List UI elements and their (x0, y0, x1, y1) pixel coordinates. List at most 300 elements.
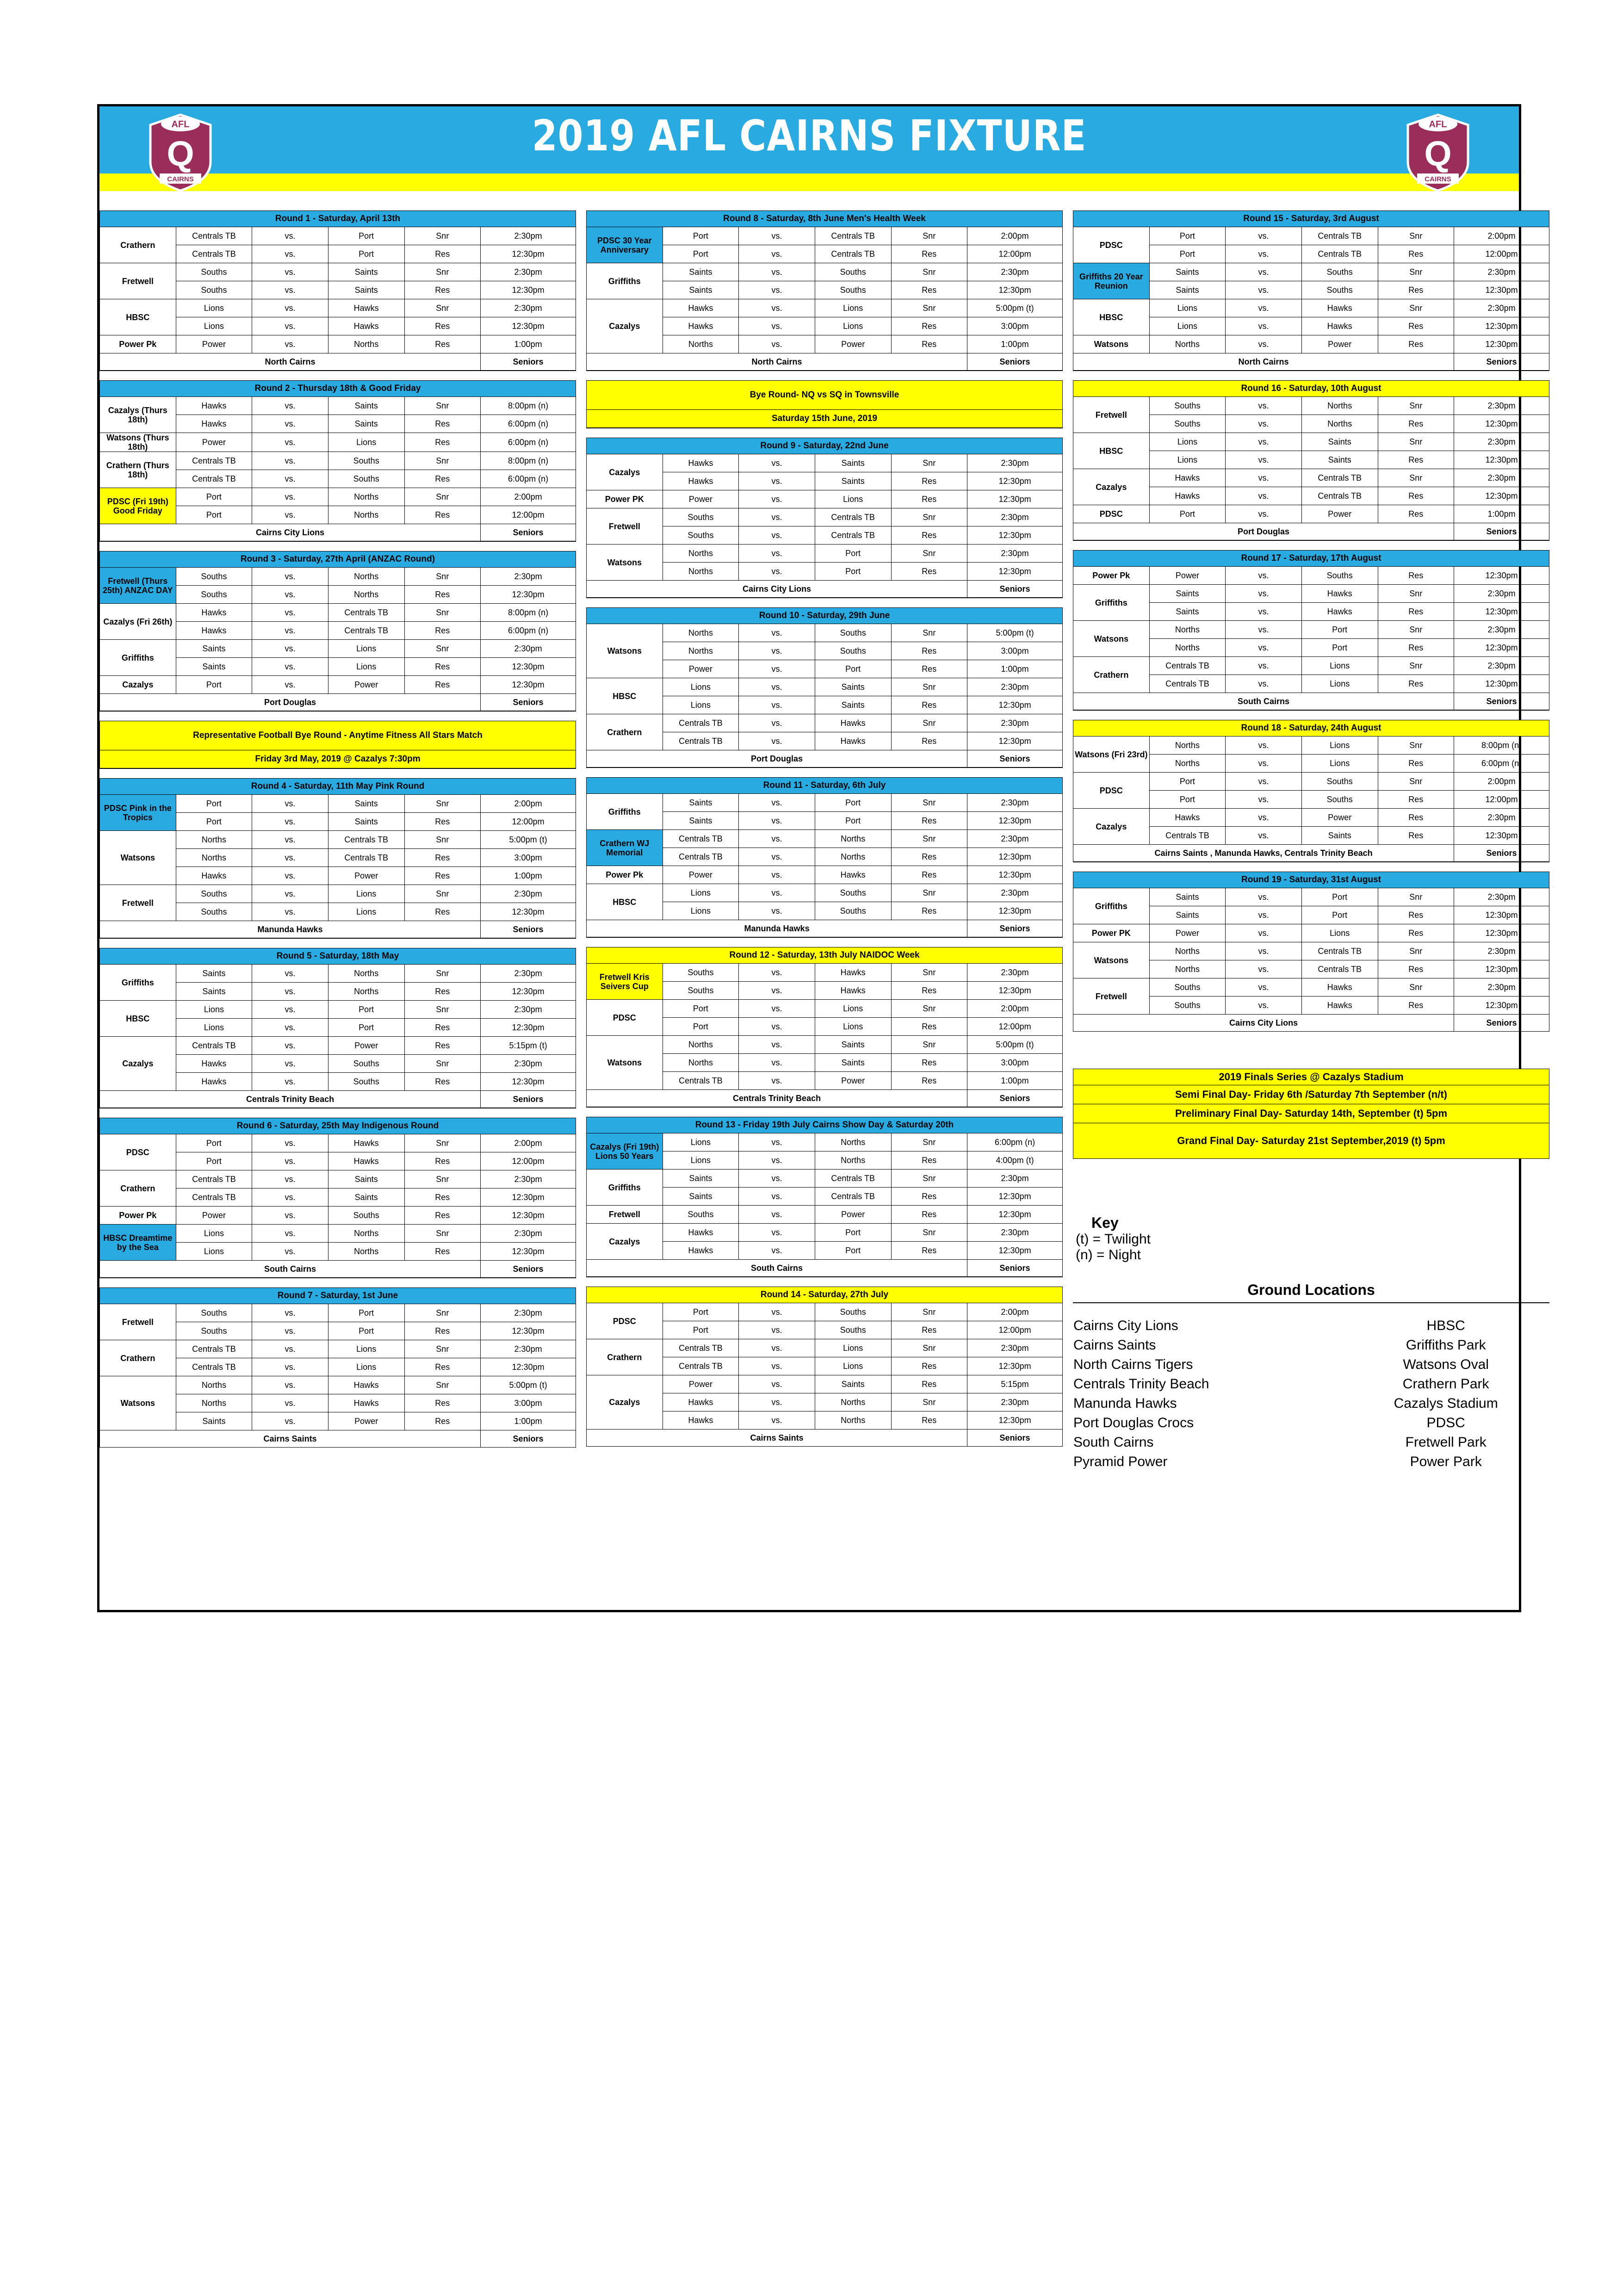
home-team-cell: Port (176, 795, 252, 813)
away-team-cell: Port (328, 245, 404, 263)
bye-club: North Cairns (587, 353, 967, 371)
fixture-row (1073, 736, 1549, 755)
round-footer-row (1073, 353, 1549, 371)
grade-cell: Snr (404, 831, 481, 849)
round-header-row (1073, 211, 1549, 227)
round-footer-row (100, 353, 576, 371)
fixture-row (100, 1376, 576, 1394)
round-spacer (99, 938, 576, 948)
grade-cell: Snr (404, 1134, 481, 1152)
bye-grade: Seniors (481, 524, 576, 541)
home-team-cell: Souths (663, 508, 739, 526)
time-cell: 2:30pm (1454, 299, 1549, 317)
round-header-row (587, 211, 1063, 227)
away-team-cell: Hawks (328, 1394, 404, 1412)
away-team-cell: Norths (328, 983, 404, 1001)
home-team-cell: Saints (663, 812, 739, 830)
round-header-row (100, 1118, 576, 1134)
grade-cell: Snr (1378, 978, 1454, 996)
venue-cell: Griffiths (587, 1170, 663, 1206)
time-cell: 2:00pm (1454, 773, 1549, 791)
home-team-cell: Souths (176, 281, 252, 299)
fixture-row (587, 1303, 1063, 1321)
round-table (1073, 550, 1549, 710)
logo-cairns-text: CAIRNS (167, 175, 194, 183)
home-team-cell: Lions (663, 696, 739, 714)
time-cell: 2:30pm (967, 830, 1063, 848)
venue-cell: Power Pk (1073, 567, 1150, 585)
home-team-cell: Centrals TB (1149, 827, 1226, 845)
round-footer-row (100, 1261, 576, 1278)
round-header-row (1073, 720, 1549, 736)
away-team-cell: Lions (328, 640, 404, 658)
round-spacer (586, 428, 1063, 438)
grade-cell: Res (404, 813, 481, 831)
versus-cell: vs. (739, 794, 815, 812)
home-team-cell: Souths (176, 1304, 252, 1322)
home-team-cell: Power (176, 433, 252, 452)
grade-cell: Res (404, 1188, 481, 1207)
away-team-cell: Saints (815, 454, 891, 472)
round-header: Round 10 - Saturday, 29th June (587, 608, 1063, 624)
versus-cell: vs. (739, 624, 815, 642)
away-team-cell: Power (815, 335, 891, 353)
away-team-cell: Lions (328, 1340, 404, 1358)
finals-preliminary: Preliminary Final Day- Saturday 14th, September (t) 5pm (1073, 1104, 1549, 1123)
away-team-cell: Port (328, 227, 404, 245)
time-cell: 1:00pm (481, 867, 576, 885)
venue-cell: Watsons (100, 1376, 176, 1430)
round-table (99, 210, 576, 371)
grade-cell: Snr (891, 1224, 967, 1242)
home-team-cell: Hawks (1149, 809, 1226, 827)
venue-cell: Watsons (587, 1036, 663, 1090)
finals-series (1073, 1069, 1549, 1159)
round-table (1073, 210, 1549, 371)
round-table (586, 607, 1063, 767)
versus-cell: vs. (1226, 335, 1302, 353)
home-team-cell: Souths (176, 885, 252, 903)
ground-row (1073, 1452, 1549, 1472)
versus-cell: vs. (739, 732, 815, 750)
venue-cell: Cazalys (587, 299, 663, 353)
finals-semi: Semi Final Day- Friday 6th /Saturday 7th September (n/t) (1073, 1085, 1549, 1104)
grade-cell: Res (891, 1411, 967, 1430)
time-cell: 5:00pm (t) (967, 1036, 1063, 1054)
away-team-cell: Norths (328, 965, 404, 983)
versus-cell: vs. (1226, 487, 1302, 505)
grade-cell: Res (404, 470, 481, 488)
bye-grade: Seniors (481, 694, 576, 711)
fixture-row (100, 885, 576, 903)
venue-cell: Crathern (1073, 657, 1150, 693)
fixture-row (1073, 505, 1549, 523)
time-cell: 2:00pm (967, 1000, 1063, 1018)
fixture-row (1073, 335, 1549, 353)
bye-club: North Cairns (100, 353, 481, 371)
home-team-cell: Power (663, 866, 739, 884)
round-spacer (1073, 710, 1549, 720)
home-team-cell: Centrals TB (663, 848, 739, 866)
time-cell: 12:30pm (1454, 281, 1549, 299)
home-team-cell: Souths (176, 1322, 252, 1340)
away-team-cell: Centrals TB (1301, 245, 1378, 263)
ground-name: Power Park (1410, 1454, 1482, 1469)
home-team-cell: Hawks (176, 604, 252, 622)
grade-cell: Snr (1378, 657, 1454, 675)
venue-cell: Power PK (587, 490, 663, 508)
home-team-cell: Hawks (663, 454, 739, 472)
grade-cell: Snr (891, 1000, 967, 1018)
bye-grade: Seniors (1454, 353, 1549, 371)
versus-cell: vs. (252, 831, 328, 849)
key-twilight: (t) = Twilight (1076, 1232, 1151, 1247)
versus-cell: vs. (1226, 621, 1302, 639)
venue-cell: Fretwell (587, 1206, 663, 1224)
venue-cell: Crathern (Thurs 18th) (100, 452, 176, 488)
home-team-cell: Lions (1149, 433, 1226, 451)
versus-cell: vs. (739, 263, 815, 281)
home-team-cell: Hawks (1149, 487, 1226, 505)
fixture-row (100, 1304, 576, 1322)
fixture-row (587, 1206, 1063, 1224)
fixture-row (1073, 433, 1549, 451)
versus-cell: vs. (252, 335, 328, 353)
time-cell: 2:30pm (481, 1055, 576, 1073)
away-team-cell: Lions (328, 658, 404, 676)
versus-cell: vs. (252, 317, 328, 335)
round-spacer (1073, 540, 1549, 550)
grade-cell: Res (891, 472, 967, 490)
grade-cell: Res (1378, 960, 1454, 978)
time-cell: 2:30pm (967, 678, 1063, 696)
away-team-cell: Port (328, 1001, 404, 1019)
home-team-cell: Power (176, 335, 252, 353)
time-cell: 12:30pm (967, 472, 1063, 490)
versus-cell: vs. (739, 490, 815, 508)
time-cell: 2:30pm (1454, 433, 1549, 451)
ground-name: Griffiths Park (1406, 1337, 1486, 1353)
round-header-row (1073, 551, 1549, 567)
away-team-cell: Hawks (1301, 978, 1378, 996)
time-cell: 12:30pm (481, 1322, 576, 1340)
club-name: Port Douglas Crocs (1073, 1415, 1194, 1430)
versus-cell: vs. (252, 281, 328, 299)
time-cell: 5:00pm (t) (967, 624, 1063, 642)
grade-cell: Res (404, 676, 481, 694)
venue-cell: Griffiths 20 Year Reunion (1073, 263, 1150, 299)
time-cell: 2:30pm (481, 1304, 576, 1322)
home-team-cell: Hawks (176, 415, 252, 433)
venue-cell: Watsons (1073, 621, 1150, 657)
bye-club: Cairns City Lions (100, 524, 481, 541)
away-team-cell: Port (328, 1322, 404, 1340)
grade-cell: Snr (404, 1225, 481, 1243)
grade-cell: Res (404, 1394, 481, 1412)
versus-cell: vs. (252, 452, 328, 470)
versus-cell: vs. (252, 1358, 328, 1376)
fixture-row (1073, 657, 1549, 675)
afl-cairns-logo-right (1399, 111, 1477, 194)
grade-cell: Snr (891, 299, 967, 317)
home-team-cell: Saints (176, 965, 252, 983)
grade-cell: Res (404, 1073, 481, 1091)
time-cell: 12:30pm (481, 317, 576, 335)
time-cell: 2:30pm (481, 640, 576, 658)
bye-grade: Seniors (967, 581, 1063, 598)
versus-cell: vs. (252, 676, 328, 694)
grade-cell: Snr (891, 884, 967, 902)
home-team-cell: Centrals TB (176, 1037, 252, 1055)
grade-cell: Res (404, 586, 481, 604)
bye-round-title: Bye Round- NQ vs SQ in Townsville (586, 380, 1063, 410)
fixture-row (587, 678, 1063, 696)
fixture-row (1073, 809, 1549, 827)
fixture-row (100, 452, 576, 470)
grade-cell: Snr (891, 508, 967, 526)
fixture-row (587, 624, 1063, 642)
grade-cell: Snr (891, 714, 967, 732)
time-cell: 2:30pm (967, 714, 1063, 732)
home-team-cell: Port (663, 245, 739, 263)
grade-cell: Snr (404, 1304, 481, 1322)
grade-cell: Res (891, 281, 967, 299)
round-header: Round 18 - Saturday, 24th August (1073, 720, 1549, 736)
home-team-cell: Hawks (176, 1055, 252, 1073)
versus-cell: vs. (739, 1072, 815, 1090)
grade-cell: Snr (1378, 736, 1454, 755)
home-team-cell: Souths (663, 526, 739, 545)
venue-cell: Cazalys (1073, 469, 1150, 505)
fixture-column-1 (99, 210, 576, 1448)
ground-name: Cazalys Stadium (1394, 1396, 1498, 1411)
away-team-cell: Power (328, 1037, 404, 1055)
fixture-row (587, 964, 1063, 982)
venue-cell: Griffiths (100, 640, 176, 676)
round-spacer (586, 937, 1063, 947)
away-team-cell: Saints (328, 397, 404, 415)
time-cell: 2:00pm (481, 795, 576, 813)
home-team-cell: Saints (663, 263, 739, 281)
venue-cell: Watsons (587, 624, 663, 678)
grade-cell: Res (404, 903, 481, 921)
versus-cell: vs. (739, 884, 815, 902)
fixture-row (587, 830, 1063, 848)
versus-cell: vs. (739, 1133, 815, 1151)
logo-cairns-text: CAIRNS (1425, 175, 1451, 183)
away-team-cell: Hawks (815, 714, 891, 732)
away-team-cell: Souths (1301, 263, 1378, 281)
fixture-row (587, 1170, 1063, 1188)
home-team-cell: Norths (1149, 639, 1226, 657)
round-table (99, 778, 576, 938)
venue-cell: HBSC (1073, 299, 1150, 335)
bye-club: South Cairns (100, 1261, 481, 1278)
grade-cell: Res (891, 732, 967, 750)
venue-cell: Fretwell (1073, 978, 1150, 1015)
versus-cell: vs. (739, 830, 815, 848)
venue-cell: Fretwell (100, 263, 176, 299)
home-team-cell: Centrals TB (663, 1339, 739, 1357)
grade-cell: Snr (404, 1376, 481, 1394)
fixture-row (1073, 299, 1549, 317)
grade-cell: Res (1378, 281, 1454, 299)
round-spacer (1073, 371, 1549, 380)
venue-cell: Griffiths (100, 965, 176, 1001)
home-team-cell: Hawks (176, 867, 252, 885)
away-team-cell: Lions (815, 317, 891, 335)
grade-cell: Res (1378, 505, 1454, 523)
home-team-cell: Hawks (663, 317, 739, 335)
versus-cell: vs. (1226, 675, 1302, 693)
time-cell: 12:30pm (1454, 675, 1549, 693)
home-team-cell: Lions (663, 902, 739, 920)
away-team-cell: Saints (328, 1188, 404, 1207)
time-cell: 1:00pm (481, 335, 576, 353)
home-team-cell: Centrals TB (176, 1340, 252, 1358)
away-team-cell: Hawks (815, 732, 891, 750)
time-cell: 3:00pm (481, 849, 576, 867)
versus-cell: vs. (739, 812, 815, 830)
round-footer-row (587, 1430, 1063, 1447)
round-footer-row (587, 1090, 1063, 1107)
round-header: Round 5 - Saturday, 18th May (100, 948, 576, 965)
fixture-row (100, 227, 576, 245)
versus-cell: vs. (1226, 773, 1302, 791)
home-team-cell: Power (1149, 924, 1226, 942)
versus-cell: vs. (252, 604, 328, 622)
time-cell: 2:30pm (1454, 888, 1549, 906)
versus-cell: vs. (252, 1073, 328, 1091)
venue-cell: Fretwell Kris Seivers Cup (587, 964, 663, 1000)
home-team-cell: Lions (176, 1225, 252, 1243)
home-team-cell: Port (663, 1000, 739, 1018)
grade-cell: Snr (404, 1340, 481, 1358)
away-team-cell: Norths (815, 848, 891, 866)
venue-cell: Griffiths (587, 794, 663, 830)
versus-cell: vs. (1226, 317, 1302, 335)
fixture-row (100, 1037, 576, 1055)
fixture-row (1073, 888, 1549, 906)
home-team-cell: Hawks (663, 1393, 739, 1411)
away-team-cell: Port (328, 1019, 404, 1037)
round-header-row (587, 1117, 1063, 1133)
venue-cell: Cazalys (587, 1224, 663, 1260)
home-team-cell: Lions (176, 1001, 252, 1019)
versus-cell: vs. (252, 658, 328, 676)
versus-cell: vs. (1226, 657, 1302, 675)
round-header: Round 17 - Saturday, 17th August (1073, 551, 1549, 567)
time-cell: 12:30pm (967, 982, 1063, 1000)
fixture-row (587, 1000, 1063, 1018)
grade-cell: Res (1378, 639, 1454, 657)
versus-cell: vs. (739, 1224, 815, 1242)
round-spacer (99, 371, 576, 380)
venue-cell: HBSC (100, 299, 176, 335)
away-team-cell: Saints (1301, 827, 1378, 845)
fixture-row (587, 545, 1063, 563)
time-cell: 12:30pm (1454, 639, 1549, 657)
grade-cell: Res (891, 317, 967, 335)
grade-cell: Res (404, 1412, 481, 1430)
bye-club: South Cairns (1073, 693, 1454, 710)
grade-cell: Snr (1378, 263, 1454, 281)
time-cell: 2:30pm (481, 965, 576, 983)
round-footer-row (587, 581, 1063, 598)
away-team-cell: Saints (328, 795, 404, 813)
home-team-cell: Souths (663, 964, 739, 982)
away-team-cell: Lions (815, 1000, 891, 1018)
fixture-row (1073, 585, 1549, 603)
home-team-cell: Port (176, 813, 252, 831)
fixture-sheet (97, 104, 1521, 1612)
time-cell: 2:30pm (1454, 621, 1549, 639)
bye-club: Cairns City Lions (587, 581, 967, 598)
home-team-cell: Souths (176, 586, 252, 604)
fixture-row (100, 795, 576, 813)
grade-cell: Snr (404, 795, 481, 813)
versus-cell: vs. (252, 813, 328, 831)
home-team-cell: Lions (176, 1019, 252, 1037)
away-team-cell: Souths (815, 884, 891, 902)
away-team-cell: Hawks (328, 1152, 404, 1170)
away-team-cell: Saints (328, 281, 404, 299)
away-team-cell: Norths (328, 506, 404, 524)
fixture-row (100, 676, 576, 694)
versus-cell: vs. (252, 1001, 328, 1019)
venue-cell: Power Pk (100, 335, 176, 353)
ground-locations (1073, 1281, 1549, 1472)
grade-cell: Res (404, 983, 481, 1001)
grade-cell: Res (891, 642, 967, 660)
time-cell: 3:00pm (967, 642, 1063, 660)
bye-grade: Seniors (1454, 845, 1549, 862)
grade-cell: Snr (404, 568, 481, 586)
versus-cell: vs. (1226, 585, 1302, 603)
away-team-cell: Power (328, 867, 404, 885)
round-header: Round 15 - Saturday, 3rd August (1073, 211, 1549, 227)
round-spacer (586, 598, 1063, 607)
grade-cell: Snr (891, 227, 967, 245)
grade-cell: Res (404, 658, 481, 676)
finals-heading: 2019 Finals Series @ Cazalys Stadium (1073, 1069, 1549, 1085)
round-spacer (99, 1108, 576, 1118)
home-team-cell: Hawks (663, 1224, 739, 1242)
key-night: (n) = Night (1076, 1247, 1141, 1262)
time-cell: 12:30pm (481, 658, 576, 676)
round-spacer (586, 1107, 1063, 1117)
grade-cell: Res (891, 902, 967, 920)
away-team-cell: Norths (815, 830, 891, 848)
home-team-cell: Norths (1149, 335, 1226, 353)
time-cell: 12:00pm (967, 1321, 1063, 1339)
versus-cell: vs. (252, 1055, 328, 1073)
time-cell: 2:00pm (1454, 227, 1549, 245)
away-team-cell: Port (1301, 888, 1378, 906)
time-cell: 2:30pm (967, 454, 1063, 472)
time-cell: 1:00pm (1454, 505, 1549, 523)
away-team-cell: Norths (328, 586, 404, 604)
versus-cell: vs. (739, 1188, 815, 1206)
time-cell: 6:00pm (n) (967, 1133, 1063, 1151)
round-table (586, 210, 1063, 371)
bye-club: Port Douglas (1073, 523, 1454, 540)
away-team-cell: Hawks (1301, 585, 1378, 603)
round-footer-row (100, 921, 576, 938)
away-team-cell: Saints (1301, 433, 1378, 451)
grade-cell: Res (404, 1019, 481, 1037)
fixture-row (100, 299, 576, 317)
